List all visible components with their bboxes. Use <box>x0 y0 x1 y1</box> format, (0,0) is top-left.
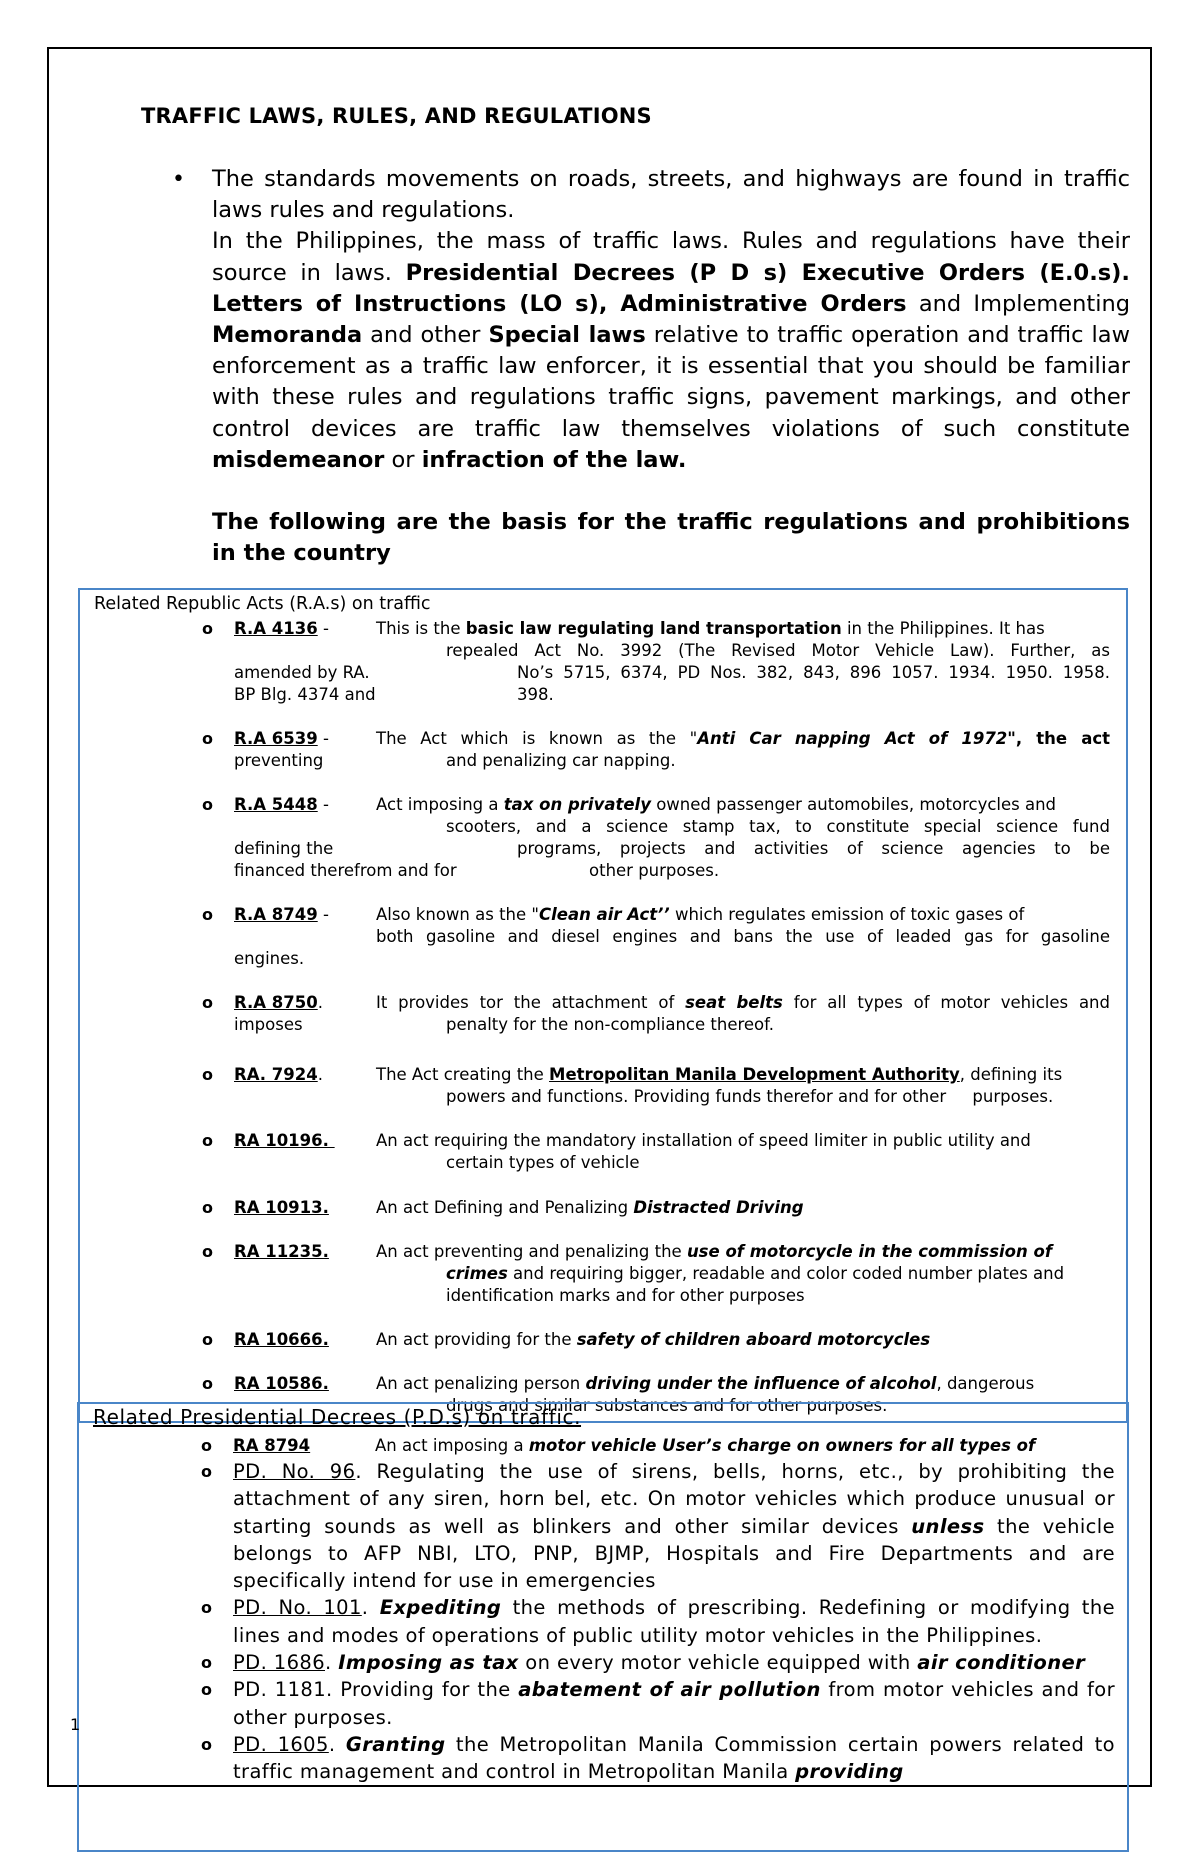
bullet-icon: o <box>202 1330 213 1349</box>
act-desc: An act requiring the mandatory installation of speed limiter in public utility and <box>376 1131 1031 1150</box>
bold-italic-text: unless <box>911 1514 985 1538</box>
text-run: or <box>384 446 422 473</box>
act-desc: penalty for the non-compliance thereof. <box>446 1015 774 1034</box>
bold-text: infraction of the law. <box>421 446 687 473</box>
act-desc: The Act which is known as the "Anti Car napping Act of 1972", the act <box>376 729 1111 748</box>
text-run: and Implementing <box>906 290 1131 317</box>
decree-code: PD. No. 96 <box>233 1460 356 1483</box>
act-code: RA. 7924. <box>234 1065 323 1084</box>
bullet-icon: o <box>201 1653 213 1673</box>
act-desc: certain types of vehicle <box>446 1153 640 1172</box>
bullet-icon: o <box>202 1131 213 1150</box>
bold-text: Presidential Decrees (P D s) Executive Orders (E.0.s). Letters of Instructions (LO s), Administrative Orders <box>212 259 1130 317</box>
bold-italic-text: Imposing as tax <box>338 1651 519 1675</box>
act-code: R.A 4136 - <box>234 619 329 638</box>
act-code: RA 8794 <box>233 1436 311 1455</box>
bullet-icon: o <box>202 729 213 748</box>
act-desc: crimes and requiring bigger, readable and color coded number plates and <box>446 1264 1065 1283</box>
act-desc: imposes <box>234 1015 303 1034</box>
bullet-icon: o <box>201 1436 212 1455</box>
act-code: R.A 8750. <box>234 993 323 1012</box>
decree-code: PD. 1686 <box>233 1651 325 1675</box>
list-item <box>79 1731 1129 1786</box>
bullet-icon: o <box>201 1680 213 1700</box>
bold-italic-text: providing <box>795 1760 904 1784</box>
act-desc: both gasoline and diesel engines and bans the use of leaded gas for gasoline <box>376 927 1110 946</box>
text-run: . <box>361 1596 380 1620</box>
act-code: R.A 8749 - <box>234 905 329 924</box>
act-desc: other purposes. <box>589 861 720 880</box>
intro-paragraph-3: The following are the basis for the traffic regulations and prohibitions in the country <box>212 509 1130 567</box>
bold-text: Special laws <box>488 322 646 349</box>
act-desc: engines. <box>234 949 305 968</box>
act-code: RA 10913. <box>234 1198 329 1217</box>
act-desc: defining the <box>234 839 334 858</box>
act-desc: The Act creating the Metropolitan Manila Development Authority, defining its <box>376 1065 1063 1084</box>
text-run: In the Philippines, the mass of traffic laws. Rules and regulations have their source in laws. <box>212 228 1130 286</box>
text-run: . <box>325 1651 339 1675</box>
pd-list <box>79 1458 1129 1786</box>
act-desc: Act imposing a tax on privately owned passenger automobiles, motorcycles and <box>376 795 1057 814</box>
bullet-icon: o <box>202 1374 213 1393</box>
act-desc: It provides tor the attachment of seat belts for all types of motor vehicles and <box>376 993 1110 1012</box>
bullet-icon: o <box>202 993 213 1012</box>
bullet-icon: o <box>202 795 213 814</box>
bullet-icon: o <box>202 619 213 638</box>
act-desc: amended by RA. <box>234 663 370 682</box>
text-run: . <box>328 1732 346 1756</box>
act-desc: An act imposing a motor vehicle User’s charge on owners for all types of <box>375 1436 1036 1455</box>
text-run: the vehicle belongs to AFP NBI, LTO, PNP, BJMP, Hospitals and Fire Departments and are specifically intend for use in emergencies <box>233 1514 1115 1593</box>
bold-text: Memoranda <box>212 322 363 349</box>
act-desc: This is the basic law regulating land transportation in the Philippines. It has <box>376 619 1045 638</box>
bullet-icon: o <box>202 905 213 924</box>
act-desc: programs, projects and activities of science agencies to be <box>517 839 1110 858</box>
list-item <box>79 1458 1129 1594</box>
list-item <box>79 1676 1129 1731</box>
text-run: the methods of prescribing. Redefining or modifying the lines and modes of operations of public utility motor vehicles in the Philippines. <box>233 1596 1115 1647</box>
ra-section-heading: Related Republic Acts (R.A.s) on traffic <box>94 594 431 614</box>
text-run: relative to traffic operation and traffic law enforcement as a traffic law enforcer, it is essential that you should be familiar with these rules and regulations traffic signs, pavement markings, and other control devices are traffic law themselves violations of such constitute <box>212 322 1130 442</box>
intro-paragraph-2 <box>212 226 1130 476</box>
act-desc: drugs and similar substances and for other purposes. <box>446 1396 888 1415</box>
intro-text <box>212 164 1130 569</box>
text-run: the Metropolitan Manila Commission certain powers related to traffic management and control in Metropolitan Manila <box>233 1732 1116 1784</box>
act-desc: No’s 5715, 6374, PD Nos. 382, 843, 896 1057. 1934. 1950. 1958. <box>517 663 1110 682</box>
text-run: PD. 1181. Providing for the <box>233 1678 519 1702</box>
presidential-decrees-box <box>77 1402 1129 1852</box>
act-desc: An act Defining and Penalizing Distracted Driving <box>376 1198 804 1217</box>
bullet-icon: o <box>201 1462 213 1481</box>
act-code: R.A 5448 - <box>234 795 329 814</box>
act-code: R.A 6539 - <box>234 729 329 748</box>
act-desc: scooters, and a science stamp tax, to constitute special science fund <box>446 817 1110 836</box>
bullet-icon: o <box>202 1065 213 1084</box>
act-desc: and penalizing car napping. <box>446 751 676 770</box>
pd-section-heading: Related Presidential Decrees (P.D.s) on traffic. <box>93 1405 582 1429</box>
decree-code: PD. No. 101 <box>233 1596 362 1620</box>
page-number: 1 <box>70 1715 81 1734</box>
bold-italic-text: Granting <box>345 1732 446 1756</box>
act-desc: An act preventing and penalizing the use of motorcycle in the commission of <box>376 1242 1053 1261</box>
text-run: on every motor vehicle equipped with <box>518 1651 918 1675</box>
republic-acts-box <box>78 588 1128 1423</box>
act-desc: An act providing for the safety of children aboard motorcycles <box>376 1330 931 1349</box>
bold-italic-text: Expediting <box>379 1596 502 1620</box>
act-desc: repealed Act No. 3992 (The Revised Motor Vehicle Law). Further, as <box>446 641 1110 660</box>
act-desc: An act penalizing person driving under the influence of alcohol, dangerous <box>376 1374 1035 1393</box>
bold-text: misdemeanor <box>212 446 385 473</box>
bold-italic-text: abatement of air pollution <box>518 1678 821 1702</box>
text-run: from motor vehicles and for other purposes. <box>233 1678 1116 1729</box>
bold-italic-text: air conditioner <box>917 1651 1086 1675</box>
bullet-icon: o <box>201 1598 213 1618</box>
act-desc: identification marks and for other purposes <box>446 1286 805 1305</box>
act-desc: BP Blg. 4374 and <box>234 685 376 704</box>
decree-code: PD. 1605 <box>233 1732 329 1756</box>
bullet-icon: o <box>201 1734 213 1754</box>
act-code: RA 10196. <box>234 1131 335 1150</box>
act-desc: financed therefrom and for <box>234 861 457 880</box>
act-desc: Also known as the "Clean air Act’’ which regulates emission of toxic gases of <box>376 905 1025 924</box>
act-desc: preventing <box>234 751 324 770</box>
act-code: RA 10586. <box>234 1374 329 1393</box>
bullet-dot: • <box>172 167 185 192</box>
act-desc: 398. <box>517 685 554 704</box>
act-code: RA 10666. <box>234 1330 329 1349</box>
bullet-icon: o <box>202 1198 213 1217</box>
text-run: . Regulating the use of sirens, bells, horns, etc., by prohibiting the attachment of any siren, horn bel, etc. On motor vehicles which produce unusual or starting sounds as well as blinkers and other similar devices <box>233 1460 1115 1538</box>
act-desc: powers and functions. Providing funds therefor and for other purposes. <box>446 1087 1054 1106</box>
bullet-icon: o <box>202 1242 213 1261</box>
list-item <box>79 1649 1129 1676</box>
text-run: and other <box>362 322 489 349</box>
document-title: TRAFFIC LAWS, RULES, AND REGULATIONS <box>141 104 652 128</box>
act-code: RA 11235. <box>234 1242 329 1261</box>
list-item <box>79 1594 1129 1649</box>
intro-paragraph-1: The standards movements on roads, streets, and highways are found in traffic laws rules and regulations. <box>212 166 1130 224</box>
